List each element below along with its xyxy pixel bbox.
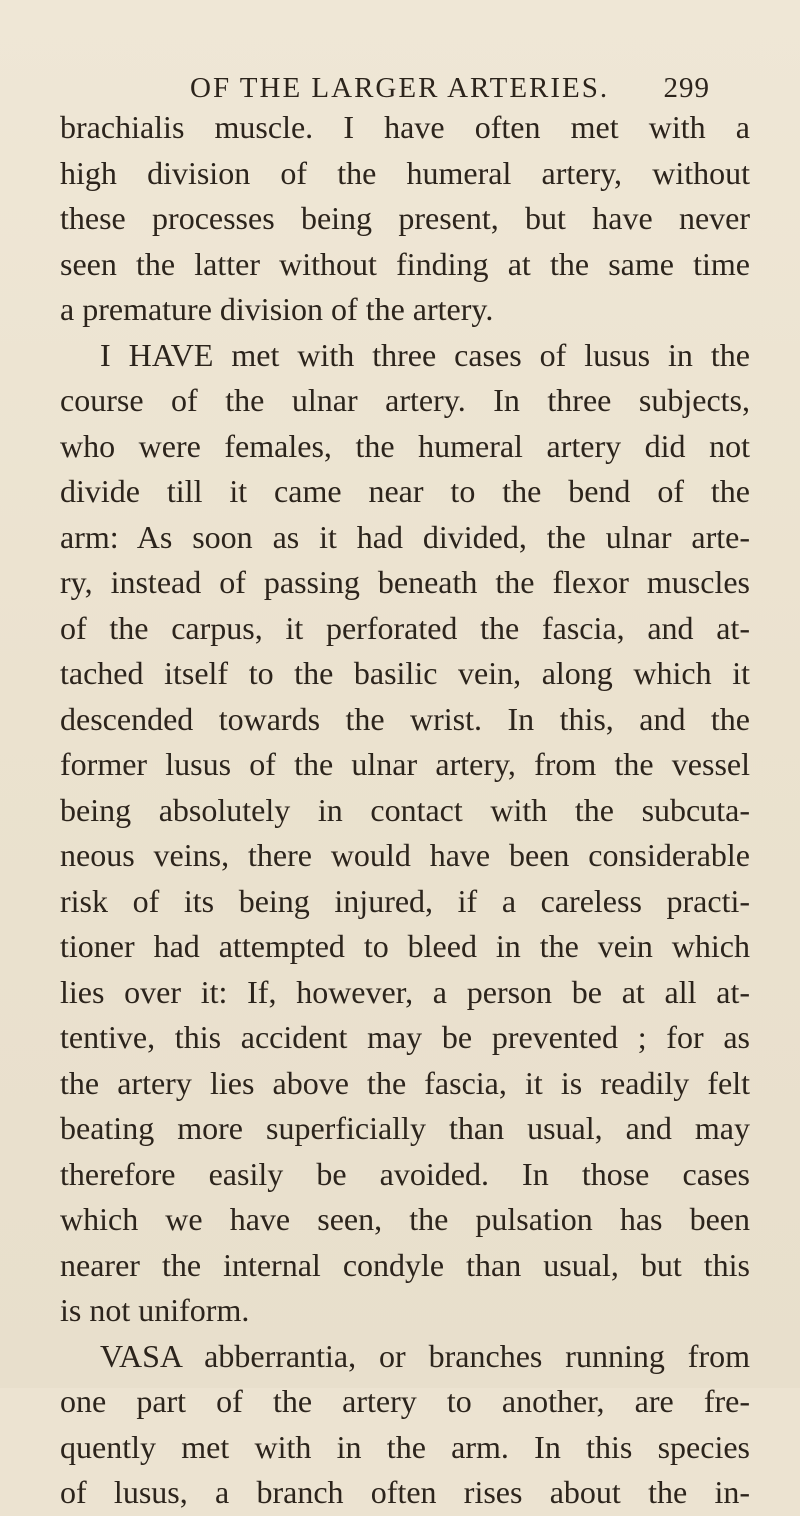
text-line: course of the ulnar artery. In three subjects, [60, 382, 750, 418]
text-line: tentive, this accident may be prevented ; for as [60, 1019, 750, 1055]
body-text [60, 105, 750, 1516]
text-line: which we have seen, the pulsation has been [60, 1201, 750, 1237]
text-line: VASA abberrantia, or branches running from [100, 1337, 750, 1374]
page-number: 299 [663, 72, 710, 104]
text-line: risk of its being injured, if a careless practi- [60, 882, 750, 919]
text-line: brachialis muscle. I have often met with a [60, 109, 750, 145]
text-line: neous veins, there would have been considerable [60, 837, 750, 873]
text-line: these processes being present, but have never [60, 200, 750, 236]
text-line: is not uniform. [60, 1292, 250, 1328]
text-line: tached itself to the basilic vein, along which it [60, 655, 750, 691]
text-line: who were females, the humeral artery did not [60, 427, 750, 464]
text-line: nearer the internal condyle than usual, but this [60, 1246, 750, 1283]
text-line: tioner had attempted to bleed in the vein which [60, 928, 750, 964]
text-line: arm: As soon as it had divided, the ulnar arte- [60, 518, 750, 555]
text-line: divide till it came near to the bend of the [60, 473, 750, 509]
running-head-title: OF THE LARGER ARTERIES. [190, 72, 610, 104]
text-line: one part of the artery to another, are fre- [60, 1383, 750, 1419]
text-line: of lusus, a branch often rises about the in- [60, 1474, 750, 1510]
text-line: a premature division of the artery. [60, 291, 494, 327]
text-line: beating more superficially than usual, and may [60, 1110, 750, 1146]
text-line: I HAVE met with three cases of lusus in the [100, 336, 750, 373]
text-line: being absolutely in contact with the subcuta- [60, 791, 750, 828]
text-line: quently met with in the arm. In this species [60, 1428, 750, 1465]
text-line: ry, instead of passing beneath the flexor muscles [60, 564, 750, 600]
text-line: of the carpus, it perforated the fascia, and at- [60, 609, 750, 646]
text-line: descended towards the wrist. In this, and the [60, 700, 750, 737]
text-line: former lusus of the ulnar artery, from the vessel [60, 746, 750, 782]
text-line: the artery lies above the fascia, it is readily felt [60, 1064, 750, 1101]
text-line: lies over it: If, however, a person be at all at- [60, 973, 750, 1010]
text-line: therefore easily be avoided. In those cases [60, 1155, 750, 1192]
text-line: seen the latter without finding at the same time [60, 245, 750, 282]
text-line: high division of the humeral artery, without [60, 154, 750, 191]
